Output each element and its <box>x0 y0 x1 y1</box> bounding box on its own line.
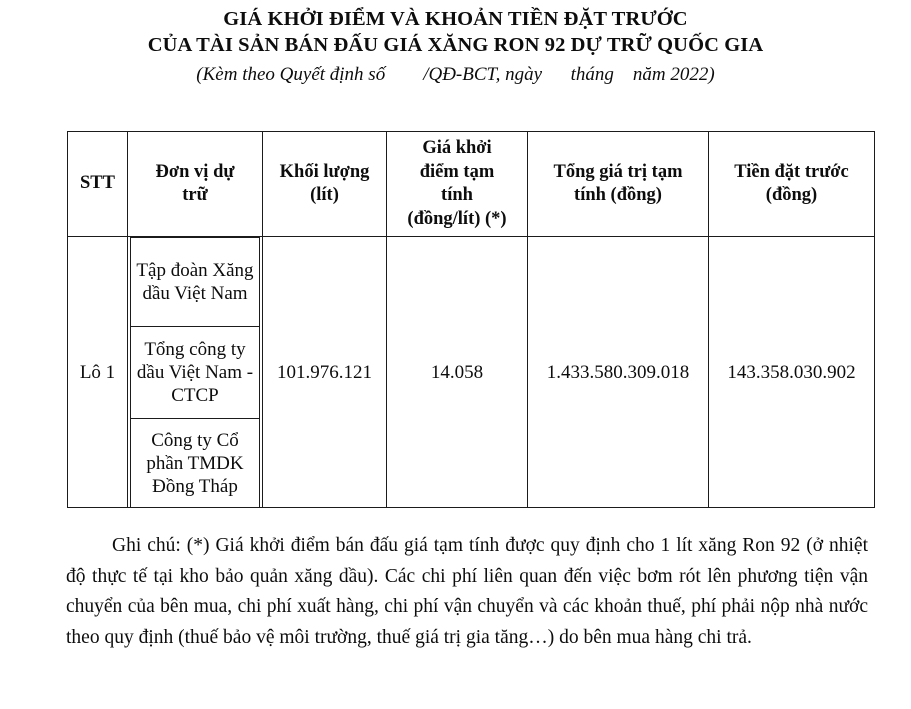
column-header-start-price-line-2: điểm tạm <box>419 161 495 182</box>
cell-stt: Lô 1 <box>68 237 128 508</box>
document-header <box>0 6 911 88</box>
unit-row <box>131 419 260 508</box>
table-header-row <box>68 132 875 237</box>
cell-unit-group <box>128 237 263 508</box>
column-header-start-price-line-4: (đồng/lít) (*) <box>407 208 507 229</box>
column-header-deposit-line-1: Tiền đặt trước <box>734 161 849 182</box>
pricing-table <box>67 131 875 508</box>
column-header-unit-line-1: Đơn vị dự <box>155 161 235 182</box>
cell-start-price: 14.058 <box>387 237 528 508</box>
table-row <box>68 237 875 508</box>
footnote-paragraph: Ghi chú: (*) Giá khởi điểm bán đấu giá tạm tính được quy định cho 1 lít xăng Ron 92 (ở nhiệt độ thực tế tại kho bảo quản xăng dầu). Các chi phí liên quan đến việc bơm rót lên phương tiện vận chuyển của bên mua, chi phí xuất hàng, chi phí vận chuyển và các khoản thuế, phí phải nộp nhà nước theo quy định (thuế bảo vệ môi trường, thuế giá trị gia tăng…) do bên mua hàng chi trả. <box>66 535 868 648</box>
cell-total-value: 1.433.580.309.018 <box>528 237 709 508</box>
document-title-line-1: GIÁ KHỞI ĐIỂM VÀ KHOẢN TIỀN ĐẶT TRƯỚC <box>223 8 688 30</box>
unit-name-2: Tổng công ty dầu Việt Nam - CTCP <box>131 327 260 419</box>
document-title-line-2: CỦA TÀI SẢN BÁN ĐẤU GIÁ XĂNG RON 92 DỰ TRỮ QUỐC GIA <box>147 34 764 56</box>
unit-name-3: Công ty Cổ phần TMDK Đồng Tháp <box>131 419 260 508</box>
cell-volume: 101.976.121 <box>263 237 387 508</box>
column-header-total-value <box>528 132 709 237</box>
column-header-volume <box>263 132 387 237</box>
cell-deposit: 143.358.030.902 <box>709 237 875 508</box>
column-header-total-value-line-2: tính (đồng) <box>574 185 662 205</box>
pricing-table-container <box>67 131 874 504</box>
unit-subtable <box>130 237 260 507</box>
column-header-stt: STT <box>68 132 128 237</box>
column-header-volume-line-1: Khối lượng <box>279 161 370 182</box>
document-subtitle: (Kèm theo Quyết định số /QĐ-BCT, ngày tháng năm 2022) <box>196 64 715 85</box>
column-header-volume-line-2: (lít) <box>310 185 339 205</box>
column-header-deposit <box>709 132 875 237</box>
column-header-unit-line-2: trữ <box>182 185 208 205</box>
unit-name-1: Tập đoàn Xăng dầu Việt Nam <box>131 238 260 327</box>
column-header-start-price-line-1: Giá khởi <box>422 138 492 158</box>
column-header-start-price-line-3: tính <box>441 185 473 205</box>
unit-row <box>131 238 260 327</box>
column-header-unit <box>128 132 263 237</box>
column-header-start-price <box>387 132 528 237</box>
column-header-total-value-line-1: Tổng giá trị tạm <box>553 161 683 182</box>
column-header-deposit-line-2: (đồng) <box>765 185 818 205</box>
unit-row <box>131 327 260 419</box>
